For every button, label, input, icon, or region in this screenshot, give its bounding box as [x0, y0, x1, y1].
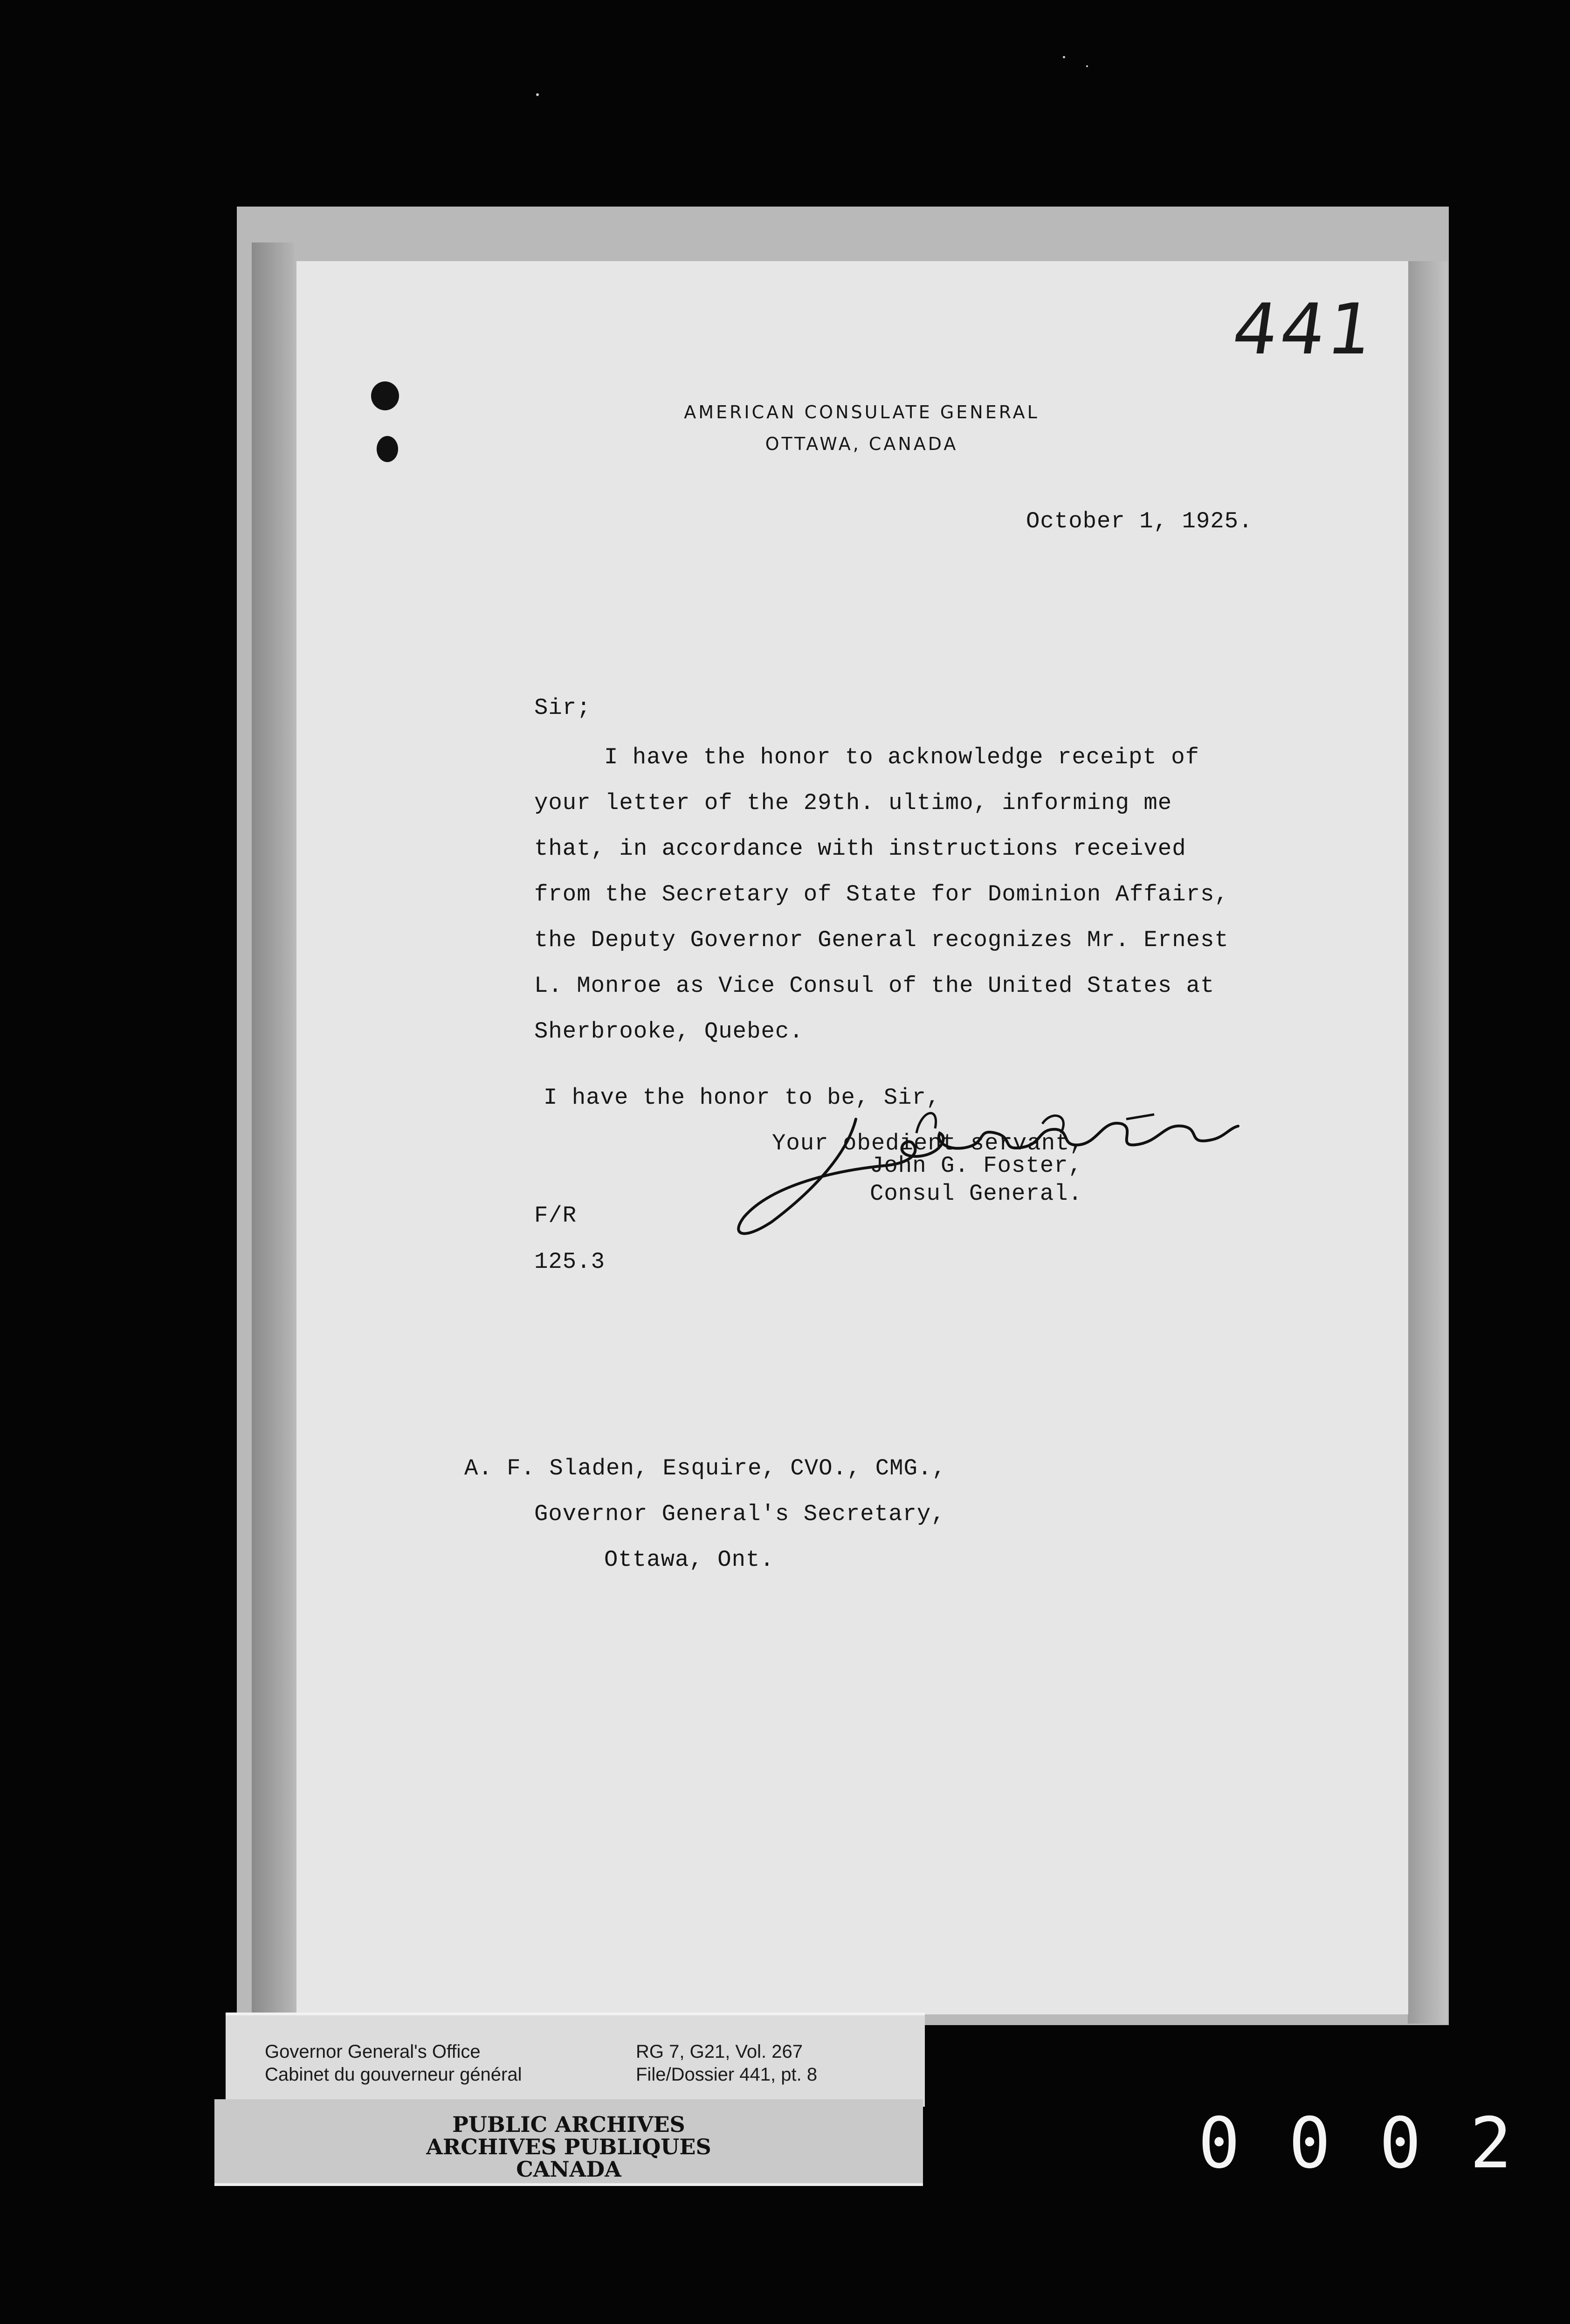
- addressee-line-2: Governor General's Secretary,: [534, 1501, 945, 1527]
- archive-reference-label: [226, 2013, 925, 2107]
- archives-label: [214, 2099, 923, 2186]
- body-line: I have the honor to acknowledge receipt of: [604, 744, 1200, 770]
- letter-page: [296, 261, 1408, 2014]
- record-group: RG 7, G21, Vol. 267: [636, 2041, 803, 2062]
- salutation: Sir;: [534, 695, 591, 721]
- signer-block: [870, 1152, 1082, 1208]
- folio-number: 441: [1227, 289, 1381, 370]
- letterhead-line-1: AMERICAN CONSULATE GENERAL: [684, 402, 1040, 422]
- film-speck: [536, 93, 539, 96]
- backing-edge: [1408, 261, 1447, 2024]
- office-en: Governor General's Office: [265, 2041, 481, 2062]
- archives-country: CANADA: [516, 2157, 621, 2182]
- addressee-line-1: A. F. Sladen, Esquire, CVO., CMG.,: [464, 1455, 946, 1481]
- letterhead-line-2: OTTAWA, CANADA: [765, 434, 958, 454]
- body-line: that, in accordance with instructions received: [534, 836, 1186, 862]
- archives-fr: ARCHIVES PUBLIQUES: [426, 2134, 711, 2159]
- file-ref-line-2: 125.3: [534, 1249, 606, 1275]
- body-line: the Deputy Governor General recognizes Mr. Ernest: [534, 927, 1229, 953]
- backing-shadow: [252, 242, 294, 2014]
- reference-numbers: [636, 2040, 817, 2086]
- addressee-line-3: Ottawa, Ont.: [604, 1547, 774, 1573]
- office-names: [265, 2040, 522, 2086]
- film-speck: [1063, 56, 1065, 58]
- body-line: your letter of the 29th. ultimo, informing me: [534, 790, 1172, 816]
- office-fr: Cabinet du gouverneur général: [265, 2064, 522, 2085]
- frame-counter: 0002: [1198, 2103, 1561, 2184]
- file-dossier: File/Dossier 441, pt. 8: [636, 2064, 818, 2085]
- body-line: from the Secretary of State for Dominion Affairs,: [534, 881, 1229, 907]
- closing-line-2: Your obedient servant,: [772, 1130, 1084, 1156]
- body-line: Sherbrooke, Quebec.: [534, 1018, 804, 1044]
- file-reference: [534, 1193, 605, 1285]
- file-ref-line-1: F/R: [534, 1203, 577, 1229]
- film-speck: [1086, 65, 1088, 67]
- archives-en: PUBLIC ARCHIVES: [452, 2112, 685, 2137]
- body-line: L. Monroe as Vice Consul of the United States at: [534, 973, 1215, 999]
- letterhead: [296, 396, 1408, 460]
- signer-title: Consul General.: [870, 1181, 1083, 1207]
- addressee: [464, 1446, 946, 1583]
- letter-date: October 1, 1925.: [1026, 508, 1253, 534]
- archives-text: [214, 2113, 923, 2180]
- closing-line-1: I have the honor to be, Sir,: [544, 1085, 941, 1111]
- letter-body: [534, 734, 1229, 1054]
- signer-name: John G. Foster,: [870, 1153, 1083, 1179]
